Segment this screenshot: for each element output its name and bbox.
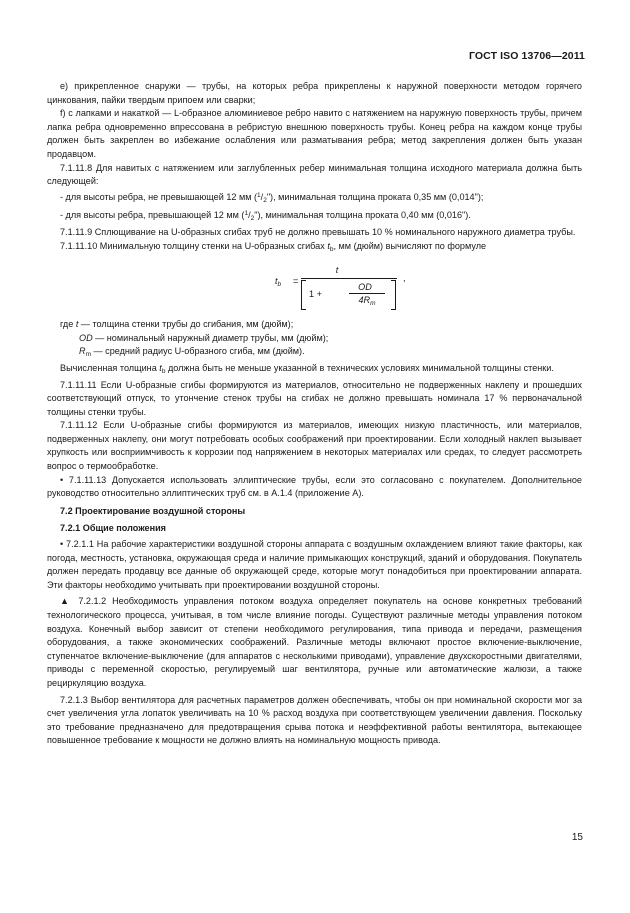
- formula-equals: =: [293, 276, 299, 287]
- formula-one-plus: 1 +: [309, 289, 322, 300]
- fraction-bar: [301, 278, 397, 279]
- bracket-left: [301, 280, 306, 310]
- legend-row: OD — номинальный наружный диаметр трубы, мм (дюйм);: [79, 332, 329, 343]
- formula: [47, 262, 582, 312]
- section-heading: 7.2 Проектирование воздушной стороны: [60, 505, 246, 516]
- paragraph: • 7.2.1.1 На рабочие характеристики воздушной стороны аппарата с воздушным охлаждением влияют такие факторы, как погода, местность, установка, окружающая среда и наличие примыкающих конструкций, зданий и оборудования. Покупатель должен передать продавцу все данные об окружающей среде, которые могут понадобиться при проектировании аппарата. Эти факторы необходимо учитывать при проектировании воздушной стороны.: [47, 539, 582, 590]
- paragraph: 7.1.11.10 Минимальную толщину стенки на U-образных сгибах $t_b$, мм (дюйм) вычисляют по формуле: [60, 240, 487, 253]
- paragraph: ▲ 7.2.1.2 Необходимость управления потоком воздуха определяет покупатель на основе конкретных требований технологического процесса, учитывая, в том числе влияние погоды. Существуют различные методы управления потоком воздуха. Конечный выбор зависит от степени необходимого регулирования, типа привода и передачи, размещения оборудования, а также экономических соображений. Различные методы включают простое включение-выключение, ступенчатое включение-выключение (для аппаратов с несколькими приводами), управление двухскоростными двигателями, приводы с переменной скоростью, регулируемый шаг вентилятора, ручные или автоматические жалюзи, а также рециркуляцию воздуха.: [47, 596, 582, 688]
- subsection-heading: 7.2.1 Общие положения: [60, 523, 166, 534]
- page-number: 15: [571, 832, 583, 843]
- list-item: - для высоты ребра, не превышающей 12 мм $(^1/_2")$, минимальная толщина проката 0,35 мм (0,014");: [60, 191, 484, 204]
- formula-comma: ,: [403, 273, 406, 284]
- legend-row: $R_m$ — средний радиус U-образного сгиба, мм (дюйм).: [79, 346, 305, 359]
- paragraph: 7.1.11.9 Сплющивание на U-образных сгибах труб не должно превышать 10 % номинального наружного диаметра трубы.: [60, 226, 576, 237]
- formula-lhs: $t_b$: [275, 276, 282, 289]
- paragraph: • 7.1.11.13 Допускается использовать эллиптические трубы, если это согласовано с покупателем. Дополнительное руководство относительно эллиптических труб см. в А.1.4 (приложение А).: [47, 474, 582, 499]
- paragraph: е) прикрепленное снаружи — трубы, на которых ребра прикреплены к наружной поверхности методом горячего цинкования, пайки твердым припоем или сварки;: [47, 81, 582, 105]
- paragraph: 7.2.1.3 Выбор вентилятора для расчетных параметров должен обеспечивать, чтобы он при номинальной скорости мог за счет увеличения угла лопаток увеличивать на 10 % расход воздуха при соответствующем увеличении давления. Поскольку это требование предназначено для предотвращения срыва потока и неэффективной работы вентилятора, вытекающее повышенное требование к мощности не должно влиять на номинальную мощность привода.: [47, 694, 582, 746]
- paragraph: Вычисленная толщина $t_b$ должна быть не меньше указанной в технических условиях минимальной толщины стенки.: [60, 362, 554, 375]
- paragraph: 7.1.11.12 Если U-образные сгибы формируются из материалов, имеющих низкую пластичность, или материалов, подверженных наклепу, они могут потребовать особых соображений при проектировании. Если холодный наклеп вызывает хрупкость или восприимчивость к коррозии под напряжением в некоторых материалах или средах, то следует рассмотреть вопрос о термообработке.: [47, 420, 582, 472]
- list-item: - для высоты ребра, превышающей 12 мм $(^1/_2")$, минимальная толщина проката 0,40 мм (0,016").: [60, 210, 471, 223]
- paragraph: 7.1.11.8 Для навитых с натяжением или заглубленных ребер минимальная толщина исходного материала должна быть следующей:: [47, 162, 582, 187]
- document-header: ГОСТ ISO 13706—2011: [468, 50, 585, 62]
- formula-numerator: t: [335, 265, 339, 276]
- bracket-right: [391, 280, 396, 310]
- formula-denominator: [301, 280, 401, 310]
- page-content: [47, 80, 582, 748]
- paragraph: 7.1.11.11 Если U-образные сгибы формируются из материалов, относительно не подверженных наклепу и прошедших соответствующий отпуск, то утончение стенок трубы на сгибах не должно превышать номинала 17 % первоначальной толщины стенки трубы.: [47, 379, 582, 417]
- legend-row: где t — толщина стенки трубы до сгибания, мм (дюйм);: [60, 319, 294, 330]
- formula-inner-numerator: OD: [358, 282, 372, 293]
- legend: [47, 318, 582, 362]
- formula-inner-denominator: $4R_m$: [358, 295, 376, 308]
- paragraph: f) с лапками и накаткой — L-образное алюминиевое ребро навито с натяжением на наружную поверхность трубы, причем лапка ребра одновременно впрессована в ребристую внешнюю поверхность трубы. Конец ребра на каждом конце трубы должен быть закреплен во избежание ослабления или разматывания ребра; метод закрепления должен быть указан продавцом.: [47, 108, 582, 159]
